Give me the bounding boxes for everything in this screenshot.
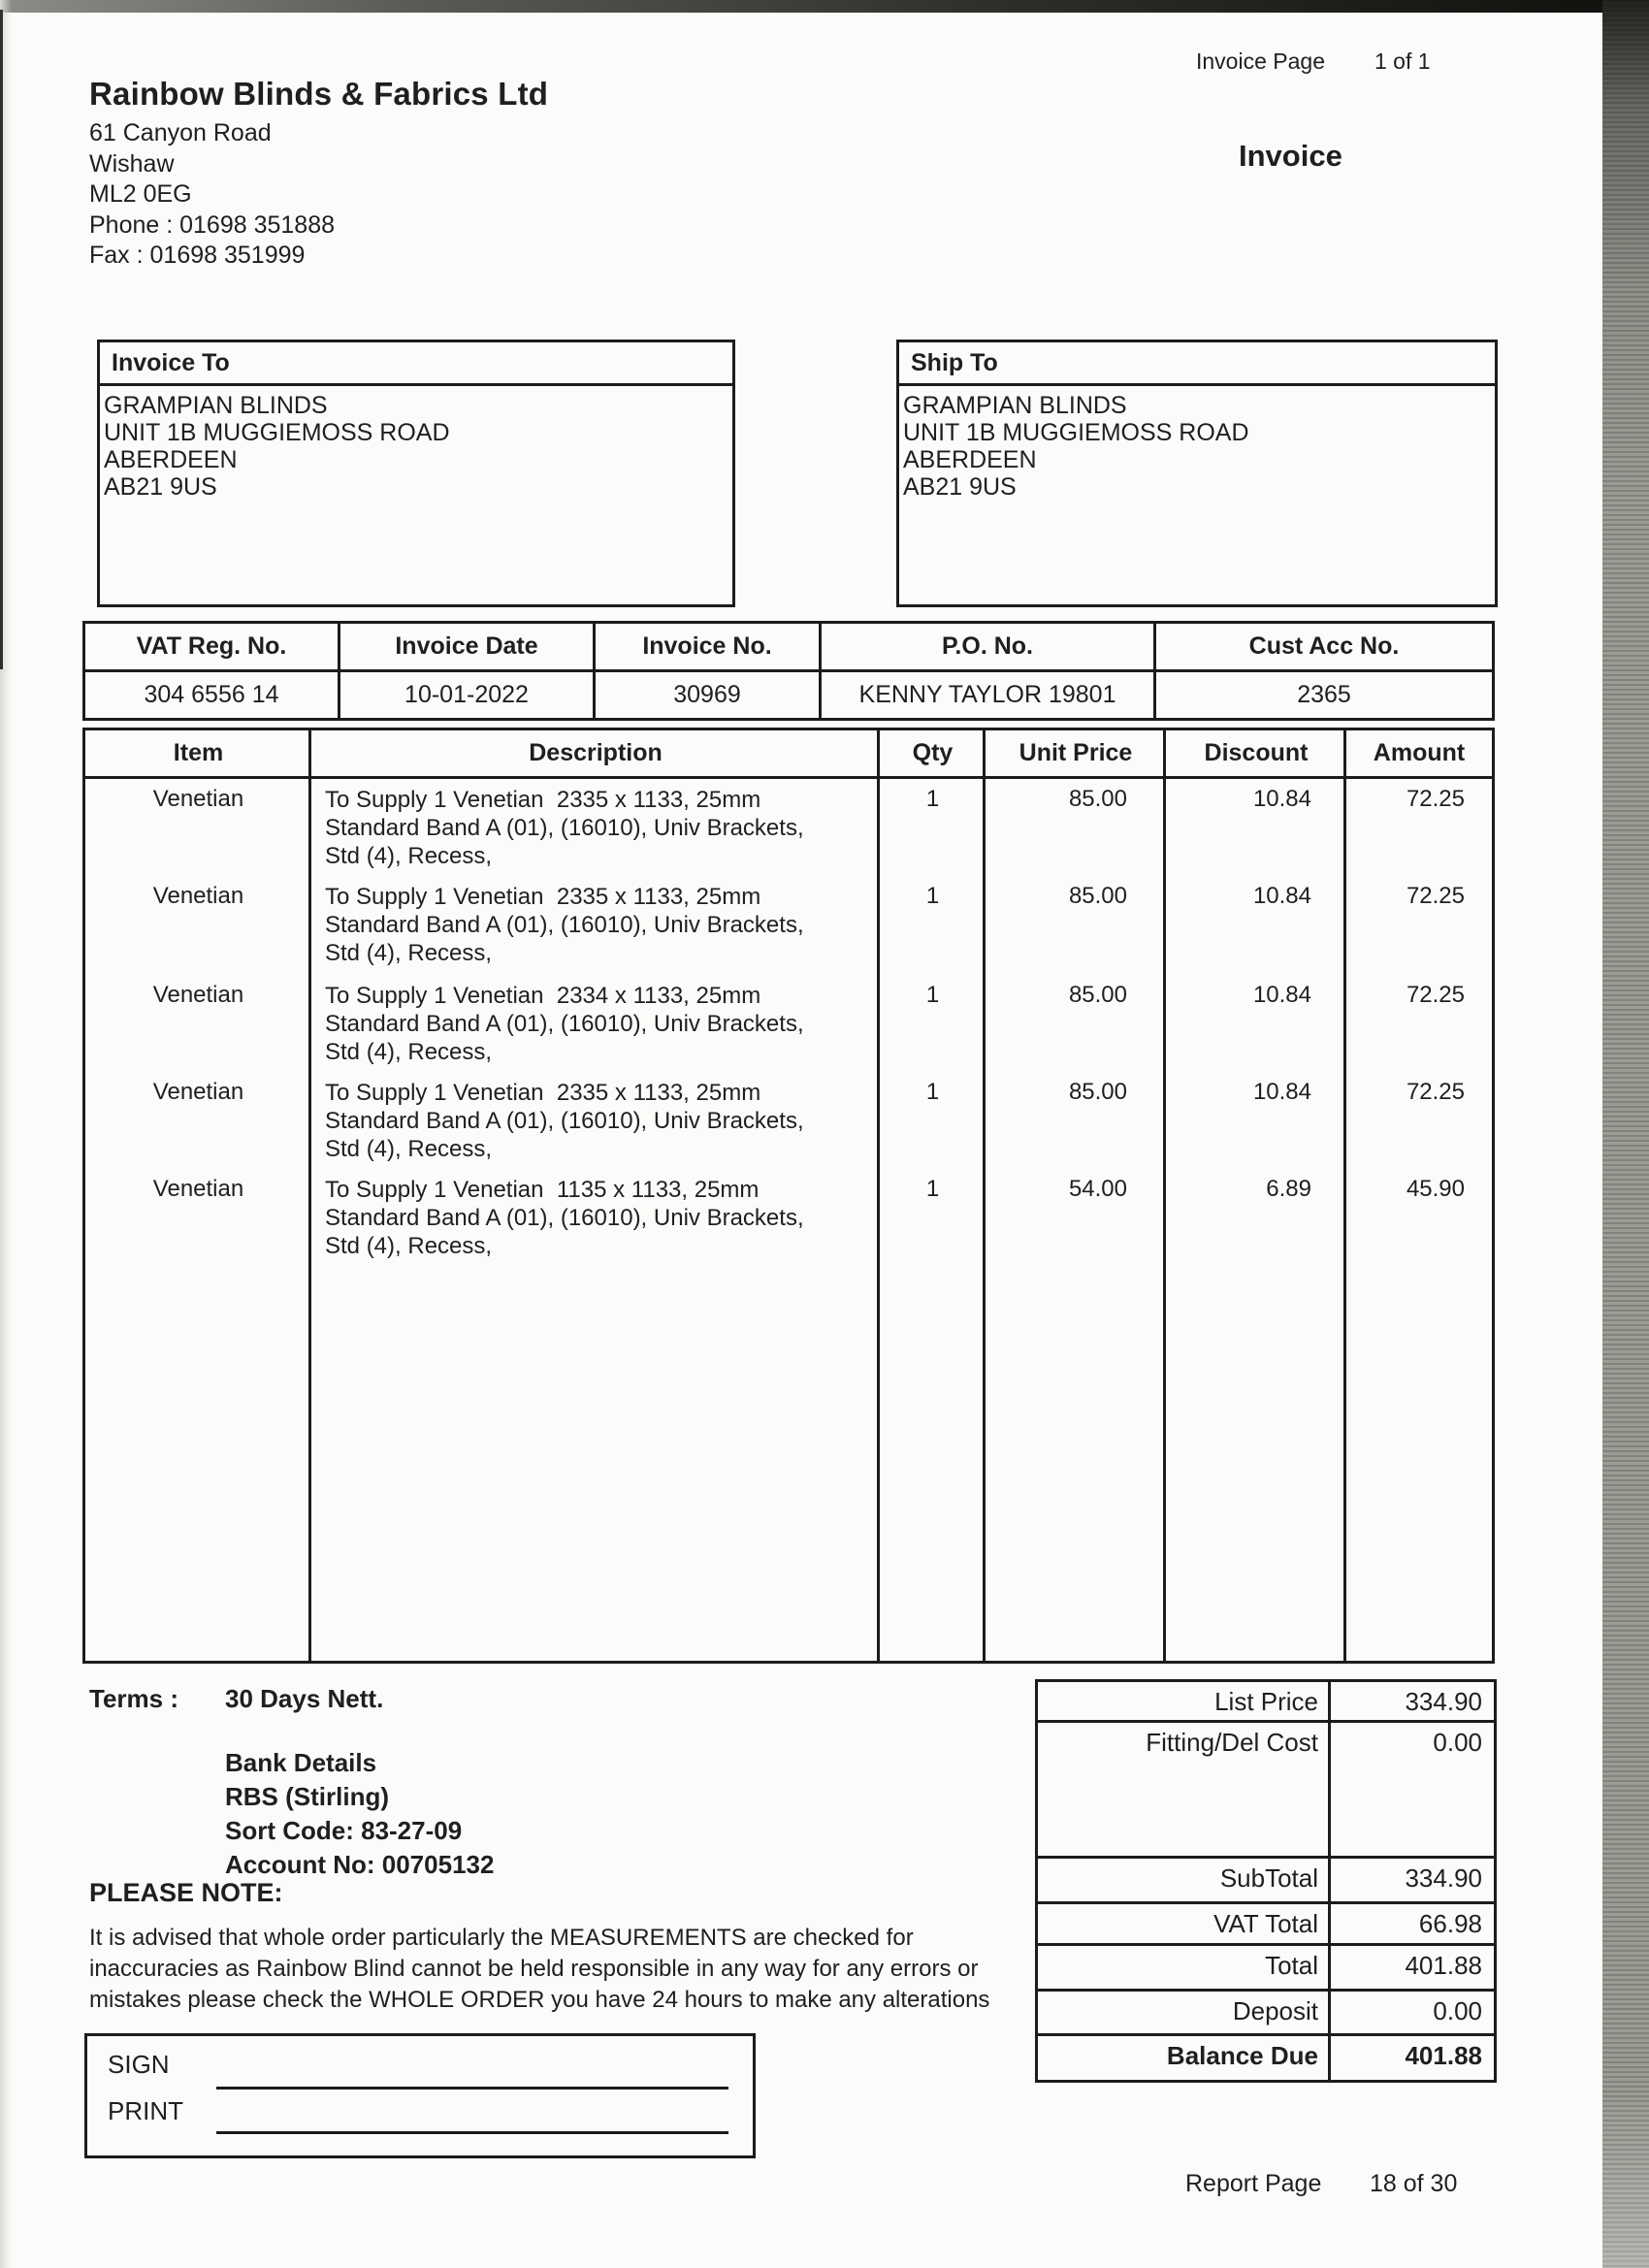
sign-label: SIGN — [108, 2050, 170, 2079]
subtotal-label: SubTotal — [1038, 1859, 1331, 1901]
ship-to-line: UNIT 1B MUGGIEMOSS ROAD — [903, 419, 1249, 446]
total-row — [1038, 1943, 1494, 1989]
invoice-page-label: Invoice Page — [1196, 49, 1325, 74]
list-price-label: List Price — [1038, 1682, 1331, 1720]
description-line: Standard Band A (01), (16010), Univ Brackets, — [325, 1011, 804, 1037]
amount-cell: 72.25 — [1406, 786, 1465, 812]
invoice-page-number: 1 of 1 — [1374, 49, 1431, 74]
invoice-to-line: ABERDEEN — [104, 446, 238, 473]
company-address-line: 61 Canyon Road — [89, 119, 272, 146]
discount-cell: 10.84 — [1252, 786, 1311, 812]
item-cell: Venetian — [152, 982, 244, 1008]
vat-total-row — [1038, 1901, 1494, 1943]
discount-cell: 10.84 — [1252, 1079, 1311, 1105]
description-line: To Supply 1 Venetian 1135 x 1133, 25mm — [325, 1177, 760, 1203]
ship-to-line: GRAMPIAN BLINDS — [903, 392, 1127, 419]
description-line: Standard Band A (01), (16010), Univ Brackets, — [325, 912, 804, 938]
description-line: Standard Band A (01), (16010), Univ Brackets, — [325, 815, 804, 841]
description-cell — [311, 883, 880, 967]
discount-cell: 6.89 — [1266, 1176, 1311, 1202]
description-line: To Supply 1 Venetian 2334 x 1133, 25mm — [325, 983, 761, 1009]
list-price-row — [1038, 1682, 1494, 1720]
amount-cell: 45.90 — [1406, 1176, 1465, 1202]
ship-to-line: ABERDEEN — [903, 446, 1037, 473]
signature-box — [84, 2033, 756, 2158]
company-name: Rainbow Blinds & Fabrics Ltd — [89, 76, 549, 112]
scan-edge-top — [0, 0, 1649, 13]
print-label: PRINT — [108, 2096, 183, 2125]
print-line — [216, 2131, 728, 2134]
invoice-date-header: Invoice Date — [340, 624, 596, 669]
company-address-line: ML2 0EG — [89, 180, 192, 208]
amount-cell: 72.25 — [1406, 982, 1465, 1008]
cust-acc-header: Cust Acc No. — [1248, 632, 1400, 660]
invoice-no-header: Invoice No. — [596, 624, 822, 669]
terms-value: 30 Days Nett. — [225, 1684, 384, 1713]
ship-to-line: AB21 9US — [903, 473, 1017, 501]
please-note-line: mistakes please check the WHOLE ORDER you have 24 hours to make any alterations — [89, 1987, 990, 2013]
item-cell: Venetian — [152, 1176, 244, 1202]
vat-total-label: VAT Total — [1038, 1904, 1331, 1943]
qty-cell: 1 — [925, 982, 940, 1008]
document-title: Invoice — [1239, 139, 1342, 173]
description-line: Standard Band A (01), (16010), Univ Brackets, — [325, 1108, 804, 1134]
company-address-line: Wishaw — [89, 149, 175, 178]
qty-cell: 1 — [925, 1176, 940, 1202]
fitting-del-cost-label: Fitting/Del Cost — [1038, 1723, 1331, 1856]
amount-cell: 72.25 — [1406, 883, 1465, 909]
invoice-to-address — [100, 386, 732, 501]
bank-account-no: Account No: 00705132 — [225, 1850, 495, 1879]
description-line: Std (4), Recess, — [325, 1039, 493, 1065]
subtotal-value: 334.90 — [1405, 1863, 1482, 1893]
report-page-label: Report Page — [1185, 2170, 1322, 2197]
table-row — [85, 786, 1492, 870]
totals-table — [1035, 1679, 1497, 2083]
description-line: Standard Band A (01), (16010), Univ Brackets, — [325, 1205, 804, 1231]
balance-due-label: Balance Due — [1038, 2036, 1331, 2080]
table-row — [85, 1176, 1492, 1260]
scan-edge-left-line — [0, 10, 3, 669]
balance-due-row — [1038, 2033, 1494, 2080]
invoice-to-line: UNIT 1B MUGGIEMOSS ROAD — [104, 419, 450, 446]
total-label: Total — [1038, 1946, 1331, 1989]
description-line: To Supply 1 Venetian 2335 x 1133, 25mm — [325, 787, 761, 813]
description-cell — [311, 786, 880, 870]
discount-cell: 10.84 — [1252, 883, 1311, 909]
table-row — [85, 883, 1492, 967]
ship-to-title: Ship To — [899, 342, 1495, 386]
invoice-to-box — [97, 340, 735, 607]
discount-header: Discount — [1204, 739, 1309, 766]
amount-header: Amount — [1373, 739, 1466, 766]
bank-name: RBS (Stirling) — [225, 1782, 389, 1811]
vat-reg-value: 304 6556 14 — [85, 672, 340, 718]
ship-to-address — [899, 386, 1495, 501]
description-line: To Supply 1 Venetian 2335 x 1133, 25mm — [325, 884, 761, 910]
company-phone: Phone : 01698 351888 — [89, 211, 336, 239]
po-no-header: P.O. No. — [822, 624, 1156, 669]
po-no-value: KENNY TAYLOR 19801 — [822, 672, 1156, 718]
amount-cell: 72.25 — [1406, 1079, 1465, 1105]
qty-cell: 1 — [925, 786, 940, 812]
ship-to-box — [896, 340, 1498, 607]
qty-cell: 1 — [925, 883, 940, 909]
deposit-row — [1038, 1989, 1494, 2033]
table-row — [85, 982, 1492, 1066]
discount-cell: 10.84 — [1252, 982, 1311, 1008]
description-line: Std (4), Recess, — [325, 843, 493, 869]
sign-line — [216, 2087, 728, 2090]
please-note-line: It is advised that whole order particularly the MEASUREMENTS are checked for — [89, 1925, 914, 1951]
description-cell — [311, 982, 880, 1066]
please-note-title: PLEASE NOTE: — [89, 1878, 283, 1907]
unit-price-cell: 85.00 — [1068, 982, 1127, 1008]
bank-details — [225, 1746, 494, 1882]
invoice-date-value: 10-01-2022 — [340, 672, 596, 718]
item-cell: Venetian — [152, 786, 244, 812]
total-value: 401.88 — [1405, 1951, 1482, 1980]
description-line: Std (4), Recess, — [325, 1136, 493, 1162]
deposit-label: Deposit — [1038, 1992, 1331, 2033]
unit-price-cell: 54.00 — [1068, 1176, 1127, 1202]
invoice-to-title: Invoice To — [100, 342, 732, 386]
invoice-info-table — [82, 621, 1495, 721]
description-line: Std (4), Recess, — [325, 1233, 493, 1259]
item-cell: Venetian — [152, 1079, 244, 1105]
vat-reg-header: VAT Reg. No. — [85, 624, 340, 669]
balance-due-value: 401.88 — [1405, 2041, 1482, 2070]
info-table-header-row — [85, 624, 1492, 672]
terms-label: Terms : — [89, 1684, 178, 1713]
scan-edge-right — [1602, 0, 1649, 2268]
subtotal-row — [1038, 1856, 1494, 1901]
invoice-to-line: AB21 9US — [104, 473, 217, 501]
info-table-value-row — [85, 672, 1492, 718]
deposit-value: 0.00 — [1433, 1996, 1482, 2025]
line-items-header-row — [85, 730, 1492, 779]
unit-price-cell: 85.00 — [1068, 786, 1127, 812]
fitting-del-cost-row — [1038, 1720, 1494, 1856]
line-items-table — [82, 728, 1495, 1664]
item-header: Item — [173, 739, 224, 766]
qty-cell: 1 — [925, 1079, 940, 1105]
company-fax: Fax : 01698 351999 — [89, 242, 306, 269]
bank-sort-code: Sort Code: 83-27-09 — [225, 1816, 463, 1845]
please-note-text — [89, 1923, 989, 2016]
qty-header: Qty — [912, 739, 954, 766]
description-cell — [311, 1079, 880, 1163]
description-header: Description — [529, 739, 663, 766]
unit-price-header: Unit Price — [1018, 739, 1133, 766]
list-price-value: 334.90 — [1405, 1687, 1482, 1716]
description-line: To Supply 1 Venetian 2335 x 1133, 25mm — [325, 1080, 761, 1106]
item-cell: Venetian — [152, 883, 244, 909]
company-address — [89, 118, 335, 272]
fitting-del-cost-value: 0.00 — [1433, 1728, 1482, 1757]
cust-acc-value: 2365 — [1297, 681, 1351, 708]
invoice-to-line: GRAMPIAN BLINDS — [104, 392, 328, 419]
description-cell — [311, 1176, 880, 1260]
vat-total-value: 66.98 — [1418, 1909, 1482, 1938]
unit-price-cell: 85.00 — [1068, 883, 1127, 909]
table-row — [85, 1079, 1492, 1163]
bank-details-title: Bank Details — [225, 1748, 377, 1777]
invoice-no-value: 30969 — [596, 672, 822, 718]
please-note-line: inaccuracies as Rainbow Blind cannot be held responsible in any way for any errors or — [89, 1956, 979, 1982]
unit-price-cell: 85.00 — [1068, 1079, 1127, 1105]
report-page-number: 18 of 30 — [1370, 2170, 1458, 2197]
description-line: Std (4), Recess, — [325, 940, 493, 966]
